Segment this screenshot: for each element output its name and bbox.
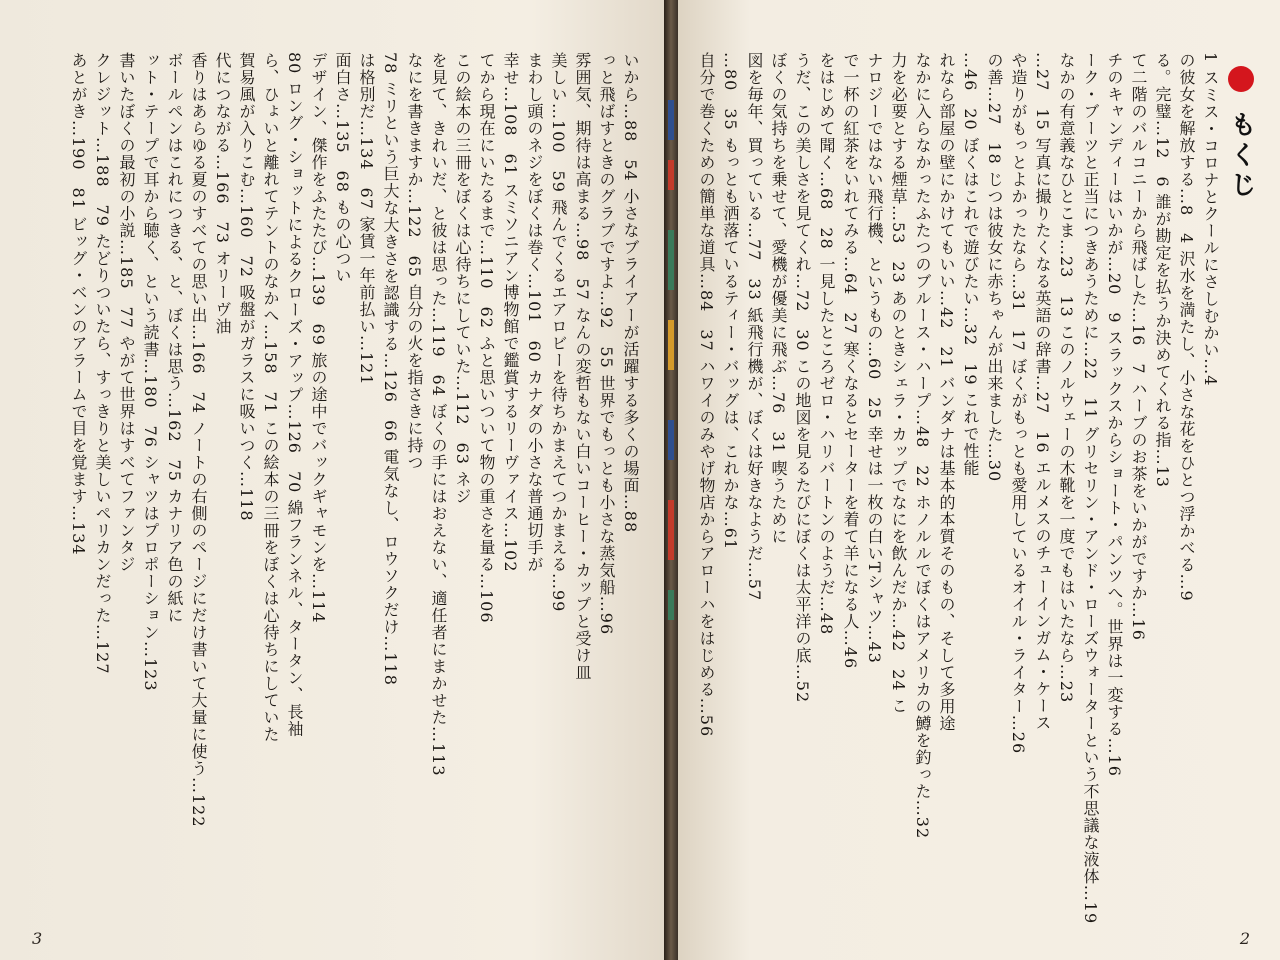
red-dot-icon (1228, 66, 1254, 92)
left-toc-line: 幸せ…108 61 スミソニアン博物館で鑑賞するリーヴァイス…102 (501, 52, 520, 573)
right-toc-columns (697, 52, 1222, 932)
right-toc-line: 1 スミス・コロナとクールにさしむかい…4 (1201, 52, 1220, 387)
right-page (678, 0, 1280, 960)
left-toc-line: この絵本の三冊をぼくは心待ちにしていた…112 63 ネジ (453, 52, 472, 505)
right-toc-line: をはじめて聞く…68 28 一見したところゼロ・ハリバートンのようだ…48 (817, 52, 836, 636)
left-toc-line: 書いたぼくの最初の小説…185 77 やがて世界はすべてファンタジ (117, 52, 136, 573)
right-toc-line: ナロジーではない飛行機、というもの…60 25 幸せは一枚の白いTシャツ…43 (865, 52, 884, 664)
right-toc-line: の彼女を解放する…8 4 沢水を満たし、小さな花をひとつ浮かべる…9 (1177, 52, 1196, 602)
left-toc-line: 代につながる…166 73 オリーヴ油 (213, 52, 232, 335)
right-toc-line: …46 20 ぼくはこれで遊びたい…32 19 これで性能 (961, 52, 980, 477)
right-toc-line: …27 15 写真に撮りたくなる英語の辞書…27 16 エルメスのチューインガム・ケース (1033, 52, 1052, 732)
left-toc-line: 雰囲気、期待は高まる…98 57 なんの変哲もない白いコーヒー・カップと受け皿 (573, 52, 592, 681)
left-toc-line: デザイン、傑作をふたたび…139 69 旅の途中でバックギャモンを…114 (309, 52, 328, 624)
left-folio: 3 (32, 929, 43, 948)
left-toc-line: なにを書きますか…122 65 自分の火を指さきに持つ (405, 52, 424, 471)
right-toc-line: なかに入らなかったふたつのブルース・ハープ…48 22 ホノルルでぼくはアメリカの鱒を釣った…32 (913, 52, 932, 840)
left-toc-line: 面白さ…135 68 もの心つい (333, 52, 352, 284)
left-toc-line: 80 ロング・ショットによるクローズ・アップ…126 70 綿フランネル、タータン、長袖 (285, 52, 304, 738)
left-toc-line: を見て、きれいだ、と彼は思った…119 64 ぼくの手にはおえない、適任者にまかせた…113 (429, 52, 448, 777)
left-toc-line: ら、ひょいと離れてテントのなかへ…158 71 この絵本の三冊をぼくは心待ちにしていた (261, 52, 280, 743)
right-folio: 2 (1239, 929, 1250, 948)
right-toc-line: ぼくの気持ちを乗せて、愛機が優美に飛ぶ…76 31 喫うために (769, 52, 788, 545)
right-toc-line: て二階のバルコニーから飛ばした…16 7 ハーブのお茶をいかがですか…16 (1129, 52, 1148, 641)
left-toc-line: いから…88 54 小さなブライアーが活躍する多くの場面…88 (621, 52, 640, 534)
right-toc-line: ーク・ブーツと正当につきあうために…22 11 グリセリン・アンド・ローズウォーターという不思議な液体…19 (1081, 52, 1100, 925)
right-toc-line: で一杯の紅茶をいれてみる…64 27 寒くなるとセーターを着て羊になる人…46 (841, 52, 860, 670)
toc-title (1226, 66, 1260, 202)
right-toc-line: 力を必要とする煙草…53 23 あのときシェラ・カップでなにを飲んだか…42 24 こ (889, 52, 908, 715)
left-toc-line: 賀易風が入りこむ…160 72 吸盤がガラスに吸いつく…118 (237, 52, 256, 522)
left-toc-columns (22, 52, 642, 932)
left-toc-line: 香りはあらゆる夏のすべての思い出…166 74 ノートの右側のページにだけ書いて大量に使う…122 (189, 52, 208, 828)
left-toc-line: てから現在にいたるまで…110 62 ふと思いついて物の重さを量る…106 (477, 52, 496, 624)
right-toc-line: れなら部屋の壁にかけてもいい…42 21 バンダナは基本的本質そのもの、そして多用途 (937, 52, 956, 732)
left-toc-line: あとがき…190 81 ビッグ・ベンのアラームで目を覚ます…134 (69, 52, 88, 556)
right-toc-line: …80 35 もっとも洒落ているティー・バッグは、これかな…61 (721, 52, 740, 551)
right-toc-line: 図を毎年、買っている…77 33 紙飛行機が、ぼくは好きなようだ…57 (745, 52, 764, 602)
left-toc-line: っと飛ばすときのグラブですよ…92 55 世界でもっとも小さな蒸気船…96 (597, 52, 616, 636)
book-gutter (664, 0, 678, 960)
left-toc-line: は格別だ…134 67 家賃一年前払い…121 (357, 52, 376, 386)
right-toc-line: の善…27 18 じつは彼女に赤ちゃんが出来ました…30 (985, 52, 1004, 483)
left-toc-line: 美しい…100 59 飛んでくるエアロビーを待ちかまえてつかまえる…99 (549, 52, 568, 613)
toc-title-text: もくじ (1226, 111, 1256, 202)
right-toc-line: うだ、この美しさを見てくれ…72 30 この地図を見るたびにぼくは太平洋の底…52 (793, 52, 812, 704)
left-toc-line: クレジット…188 79 たどりついたら、すっきりと美しいペリカンだった…127 (93, 52, 112, 675)
right-toc-line: や造りがもっとよかったなら…31 17 ぼくがもっとも愛用しているオイル・ライター…26 (1009, 52, 1028, 755)
right-toc-line: る。完璧…12 6 誰が勘定を払うか決めてくれる指…13 (1153, 52, 1172, 488)
right-toc-line: チのキャンディーはいかが…20 9 スラックスからショート・パンツへ。世界は一変する…16 (1105, 52, 1124, 777)
left-toc-line: 78 ミリという巨大な大きさを認識する…126 66 電気なし、ロウソクだけ…118 (381, 52, 400, 686)
left-toc-line: ット・テープで耳から聴く、という読書…180 76 シャツはプロポーション…123 (141, 52, 160, 692)
right-toc-line: 自分で巻くための簡単な道具…84 37 ハワイのみやげ物店からアローハをはじめる…56 (697, 52, 716, 738)
right-toc-line: なかの有意義なひとこま…23 13 このノルウェーの木靴を一度でもはいたなら…23 (1057, 52, 1076, 704)
left-toc-line: ボールペンはこれにつきる、と、ぼくは思う…162 75 カナリア色の紙に (165, 52, 184, 624)
left-toc-line: まわし頭のネジをぼくは巻く…101 60 カナダの小さな普通切手が (525, 52, 544, 573)
